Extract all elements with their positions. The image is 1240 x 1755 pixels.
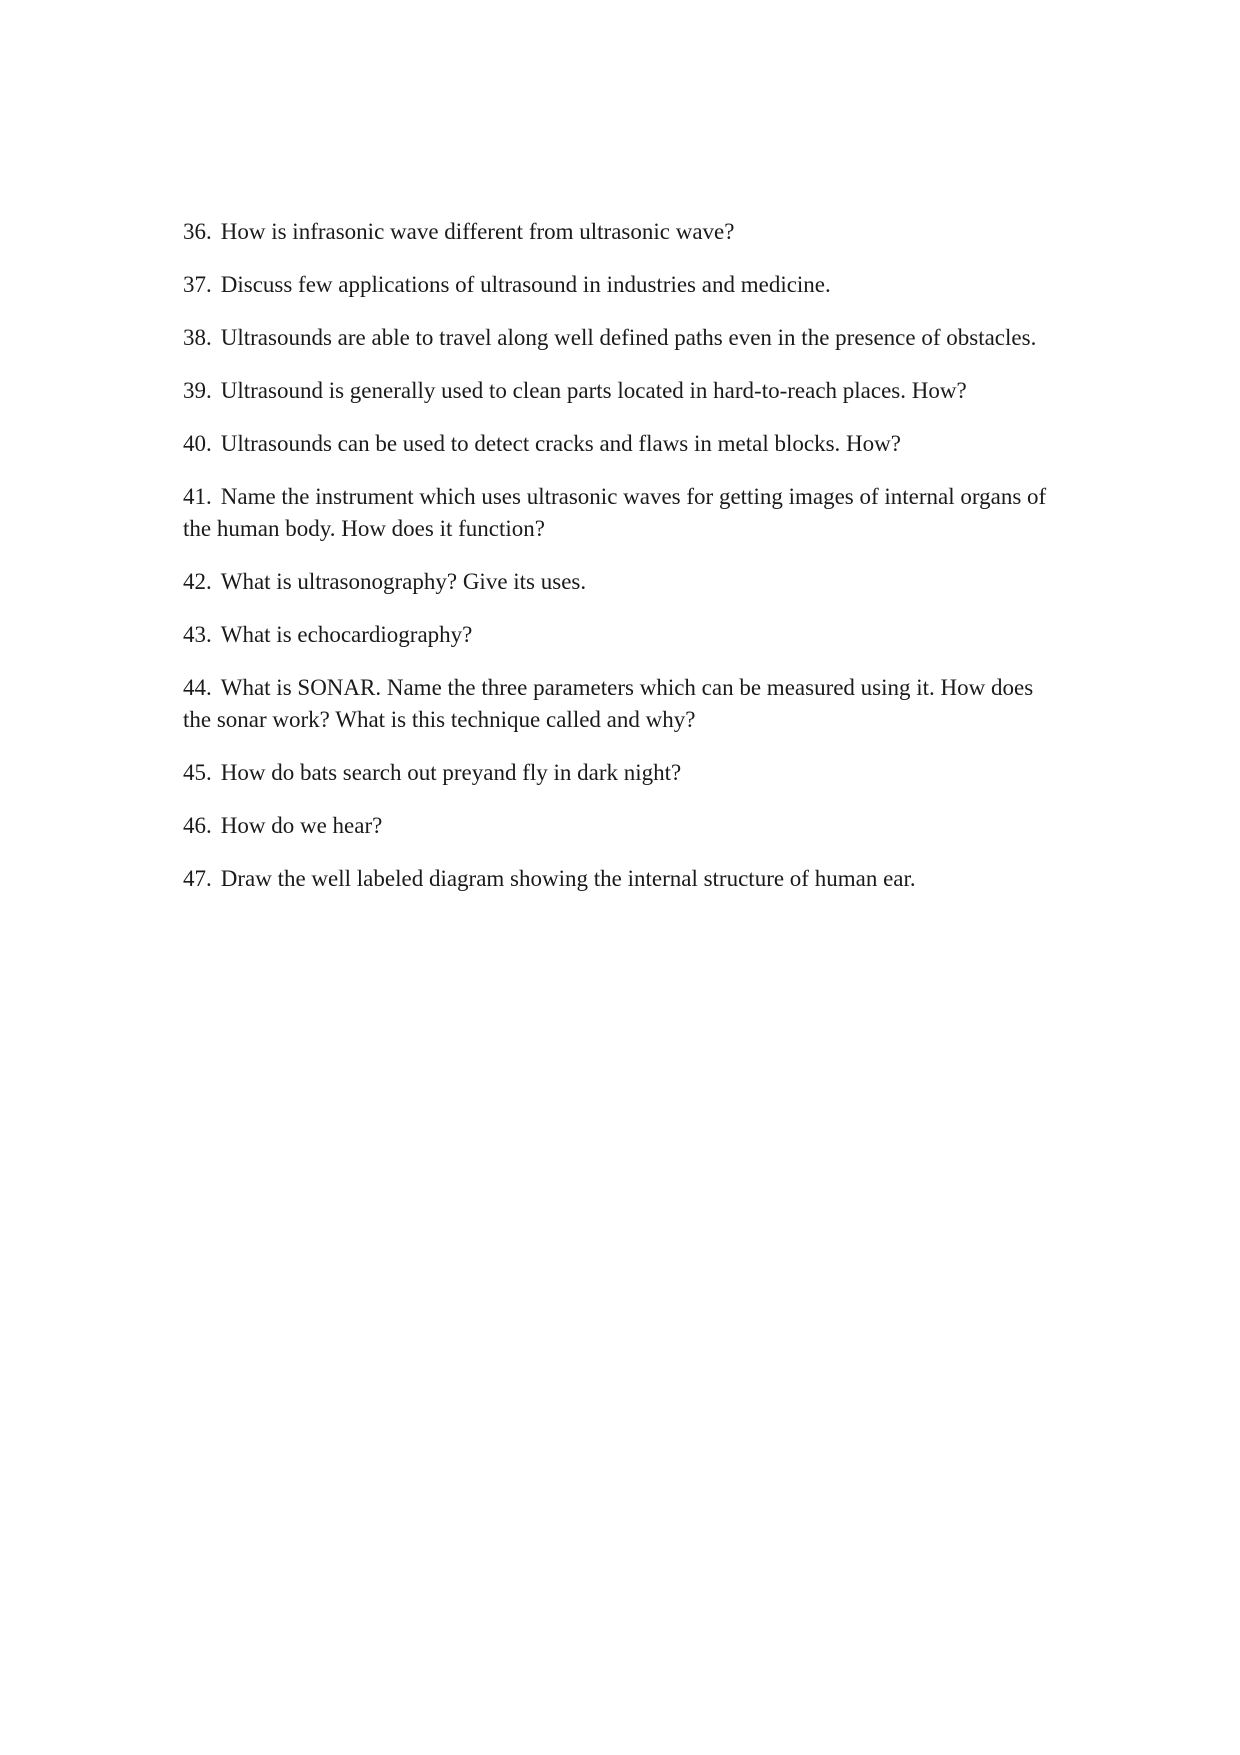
question-item	[183, 619, 1063, 651]
question-item	[183, 481, 1063, 545]
question-number: 46.	[183, 813, 212, 838]
question-text: Name the instrument which uses ultrasonic waves for getting images of internal organs of the human body. How does it function?	[183, 484, 1047, 541]
question-number: 41.	[183, 484, 212, 509]
question-number: 37.	[183, 272, 212, 297]
question-item	[183, 375, 1063, 407]
question-number: 39.	[183, 378, 212, 403]
question-number: 44.	[183, 675, 212, 700]
question-text: Draw the well labeled diagram showing the internal structure of human ear.	[220, 866, 916, 891]
question-number: 42.	[183, 569, 212, 594]
question-number: 36.	[183, 219, 212, 244]
question-number: 43.	[183, 622, 212, 647]
question-number: 47.	[183, 866, 212, 891]
question-item	[183, 322, 1063, 354]
question-text: Ultrasounds can be used to detect cracks and flaws in metal blocks. How?	[220, 431, 901, 456]
question-item	[183, 216, 1063, 248]
question-text: Ultrasounds are able to travel along well defined paths even in the presence of obstacles.	[220, 325, 1037, 350]
question-item	[183, 269, 1063, 301]
question-item	[183, 566, 1063, 598]
question-list	[183, 216, 1063, 916]
question-item	[183, 672, 1063, 736]
question-text: What is echocardiography?	[220, 622, 473, 647]
question-text: Ultrasound is generally used to clean parts located in hard-to-reach places. How?	[220, 378, 967, 403]
question-number: 45.	[183, 760, 212, 785]
question-text: What is SONAR. Name the three parameters which can be measured using it. How does the sonar work? What is this technique called and why?	[183, 675, 1034, 732]
question-item	[183, 428, 1063, 460]
question-number: 38.	[183, 325, 212, 350]
question-text: What is ultrasonography? Give its uses.	[220, 569, 587, 594]
question-number: 40.	[183, 431, 212, 456]
question-text: How do we hear?	[220, 813, 383, 838]
question-text: Discuss few applications of ultrasound in industries and medicine.	[220, 272, 831, 297]
question-text: How is infrasonic wave different from ultrasonic wave?	[220, 219, 735, 244]
question-item	[183, 757, 1063, 789]
question-item	[183, 810, 1063, 842]
question-item	[183, 863, 1063, 895]
question-text: How do bats search out preyand fly in dark night?	[220, 760, 682, 785]
